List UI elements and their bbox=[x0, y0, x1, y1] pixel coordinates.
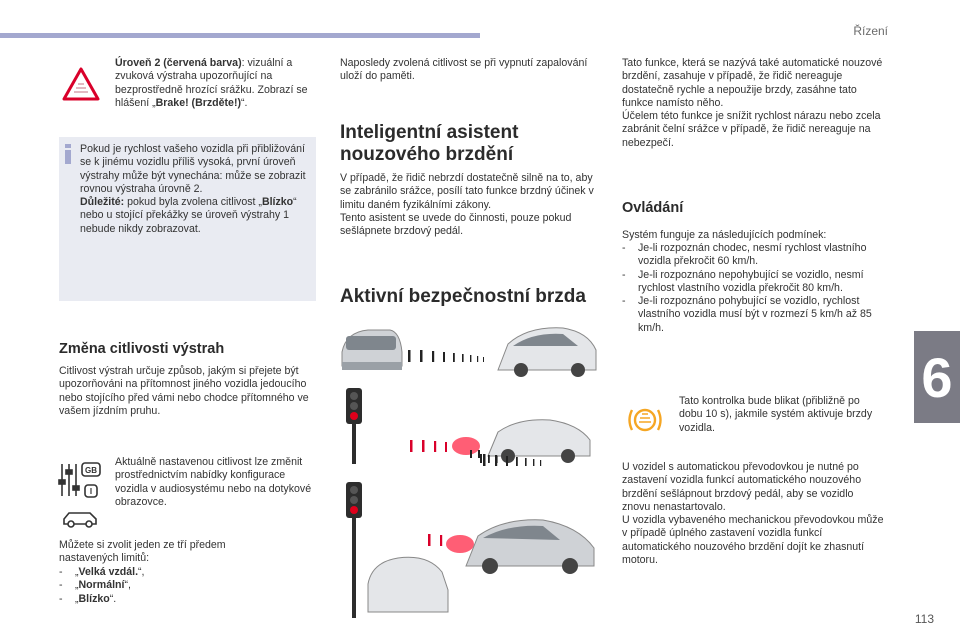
brake-message: Brake! (Brzděte!) bbox=[155, 96, 241, 109]
level2-title: Úroveň 2 (červená barva) bbox=[115, 57, 242, 69]
assistant-heading: Inteligentní asistent nouzového brzdění bbox=[340, 122, 519, 165]
active-safety-brake-illustration bbox=[338, 322, 600, 618]
one-label: I bbox=[89, 487, 93, 496]
condition-item: - Je-li rozpoznáno nepohybující se vozidlo, nesmí rychlost vlastního vozidla překročit 80 km/h. bbox=[622, 268, 864, 294]
level2-paragraph: Úroveň 2 (červená barva): vizuální a zvuková výstraha upozorňující na bezprostředně hrozící srážku. Zobrazí se hlášení „Brake! (Brzděte!)“. bbox=[115, 57, 308, 109]
memory-text: Naposledy zvolená citlivost se při vypnutí zapalování uloží do paměti. bbox=[340, 57, 588, 83]
option-item: - „Blízko“. bbox=[59, 592, 117, 605]
sensitivity-heading: Změna citlivosti výstrah bbox=[59, 341, 225, 357]
info-icon bbox=[62, 144, 74, 164]
active-brake-heading: Aktivní bezpečnostní brzda bbox=[340, 286, 586, 307]
brake-warning-lamp-icon bbox=[625, 402, 665, 438]
top-accent-bar bbox=[0, 33, 480, 38]
scene-braking bbox=[368, 454, 594, 612]
info-text: Pokud je rychlost vašeho vozidla při přibližování se k jinému vozidlu příliš vysoká, první úroveň výstrahy může být vynechána: může se zobrazit rovnou výstraha úrovně 2. Důležité: pokud byla zvolena citlivost „Blízko“ nebo u stojící překážky se úroveň výstrahy 1 nebude nikdy zobrazovat. bbox=[80, 143, 306, 235]
touchscreen-car-icon bbox=[60, 508, 100, 530]
traffic-light-top bbox=[346, 388, 362, 464]
scene-car-rear bbox=[342, 328, 596, 377]
options-list bbox=[59, 566, 279, 606]
assistant-text: V případě, že řidič nebrzdí dostatečně silně na to, aby se zabránilo srážce, posílí tato funkce brzdný účinek v limitu daném fyzikálními zákony. Tento asistent se uvede do činnosti, pouze pokud sešlápnete brzdový pedál. bbox=[340, 172, 594, 238]
option-item: - „Velká vzdál.“, bbox=[59, 566, 145, 578]
config-text: Aktuálně nastavenou citlivost lze změnit prostřednictvím nabídky konfigurace vozidla v audiosystému nebo na dotykové obrazovce. bbox=[115, 456, 312, 508]
conditions-intro: Systém funguje za následujících podmínek: bbox=[622, 229, 827, 241]
gearbox-text: U vozidel s automatickou převodovkou je nutné po zastavení vozidla funkcí automatického nouzového brzdění sešlápnout brzdový pedál, aby se vozidlo znovu nenastartovalo. U vozidla vybaveného mechanickou převodovkou může v případě úplného zastavení vozidla funkcí automatického nouzového brzdění dojít ke zhasnutí motoru. bbox=[622, 461, 884, 567]
gb-label: GB bbox=[85, 466, 97, 475]
sensitivity-text: Citlivost výstrah určuje způsob, jakým si přejete být upozorňováni na přítomnost jiného vozidla jedoucího nebo stojícího před vámi nebo chodce přítomného ve vašem jízdním pruhu. bbox=[59, 365, 309, 417]
red-warning-triangle-icon bbox=[61, 66, 101, 102]
traffic-light-bottom bbox=[346, 482, 362, 618]
function-description: Tato funkce, která se nazývá také automatické nouzové brzdění, zasahuje v případě, že řidič nereaguje dostatečně rychle a nepoužije brzdy, zasáhne tato funkce namísto něho. Účelem této funkce je snížit rychlost nárazu nebo zcela zabránit čelní srážce v případě, že řidič nereaguje na nebezpečí. bbox=[622, 57, 883, 149]
warning-lamp-text: Tato kontrolka bude blikat (přibližně po dobu 10 s), jakmile systém aktivuje brzdy vozidla. bbox=[679, 395, 873, 434]
conditions-list bbox=[622, 242, 878, 335]
scene-warning bbox=[410, 420, 590, 463]
choose-text: Můžete si zvolit jeden ze tří předem nastavených limitů: bbox=[59, 539, 226, 565]
page-number: 113 bbox=[914, 612, 934, 626]
option-item: - „Normální“, bbox=[59, 579, 131, 592]
control-heading: Ovládání bbox=[622, 200, 684, 216]
section-title: Řízení bbox=[853, 24, 888, 38]
audio-settings-icon bbox=[58, 460, 102, 500]
condition-item: - Je-li rozpoznán chodec, nesmí rychlost vlastního vozidla překročit 60 km/h. bbox=[622, 242, 867, 268]
condition-item: - Je-li rozpoznáno pohybující se vozidlo, rychlost vlastního vozidla musí být v rozmezí 5 km/h až 85 km/h. bbox=[622, 295, 872, 334]
chapter-tab: 6 bbox=[914, 331, 960, 423]
